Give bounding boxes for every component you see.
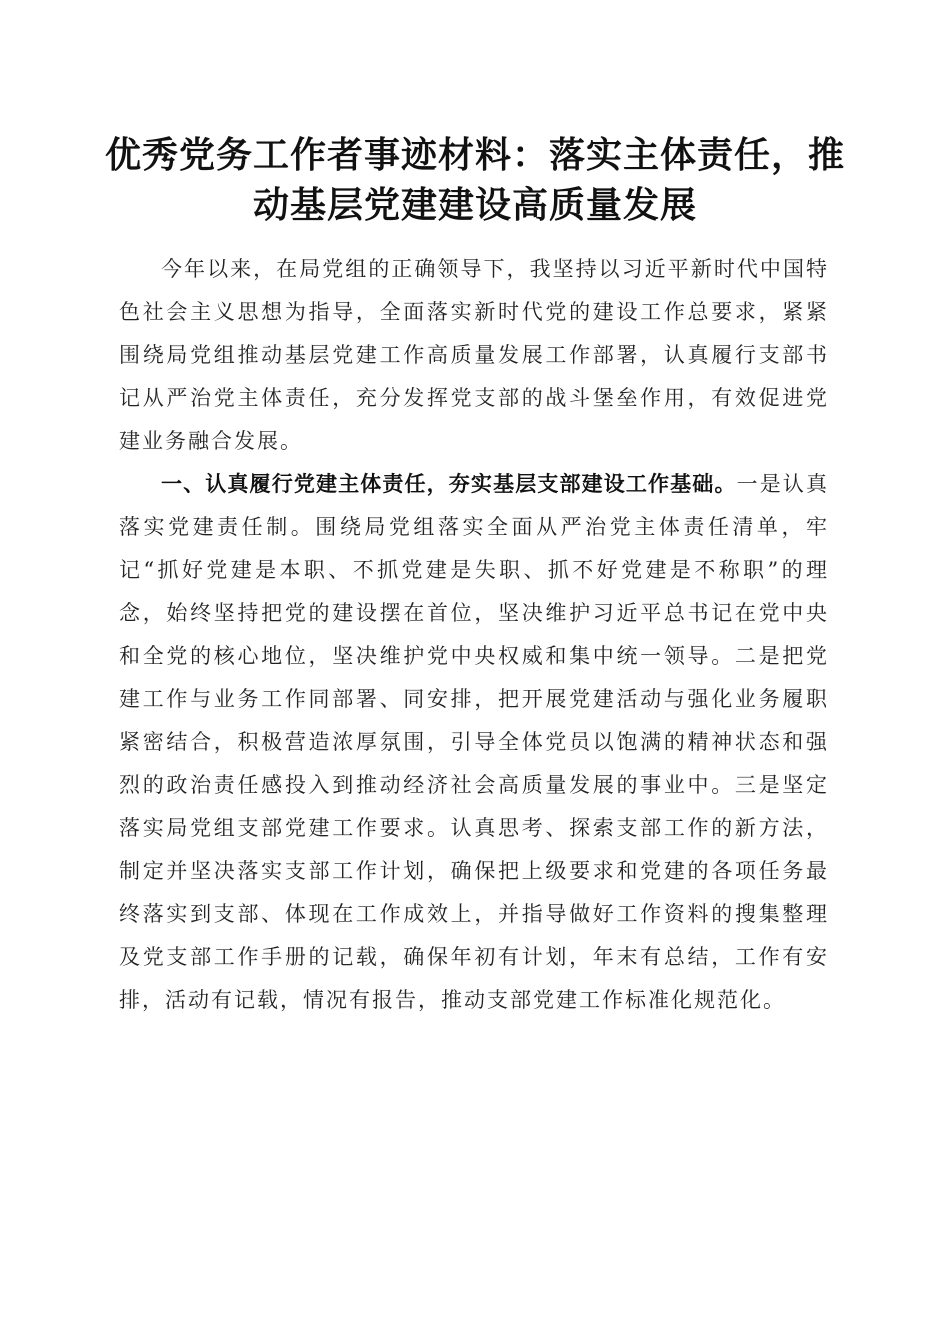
title-line-2: 动基层党建建设高质量发展 <box>252 184 697 226</box>
intro-paragraph: 今年以来，在局党组的正确领导下，我坚持以习近平新时代中国特色社会主义思想为指导，全面落实新时代党的建设工作总要求，紧紧围绕局党组推动基层党建工作高质量发展工作部署，认真履行支部书记从严治党主体责任，充分发挥党支部的战斗堡垒作用，有效促进党建业务融合发展。 <box>119 257 829 453</box>
section-1-heading: 一、认真履行党建主体责任，夯实基层支部建设工作基础。 <box>161 472 737 496</box>
section-1-paragraph <box>119 463 829 1022</box>
document-title <box>100 130 850 230</box>
document-body <box>119 248 829 1022</box>
section-1-body: 一是认真落实党建责任制。围绕局党组落实全面从严治党主体责任清单，牢记“抓好党建是本职、不抓党建是失职、抓不好党建是不称职”的理念，始终坚持把党的建设摆在首位，坚决维护习近平总书记在党中央和全党的核心地位，坚决维护党中央权威和集中统一领导。二是把党建工作与业务工作同部署、同安排，把开展党建活动与强化业务履职紧密结合，积极营造浓厚氛围，引导全体党员以饱满的精神状态和强烈的政治责任感投入到推动经济社会高质量发展的事业中。三是坚定落实局党组支部党建工作要求。认真思考、探索支部工作的新方法，制定并坚决落实支部工作计划，确保把上级要求和党建的各项任务最终落实到支部、体现在工作成效上，并指导做好工作资料的搜集整理及党支部工作手册的记载，确保年初有计划，年末有总结，工作有安排，活动有记载，情况有报告，推动支部党建工作标准化规范化。 <box>119 472 830 1012</box>
title-line-1: 优秀党务工作者事迹材料：落实主体责任，推 <box>104 134 845 176</box>
